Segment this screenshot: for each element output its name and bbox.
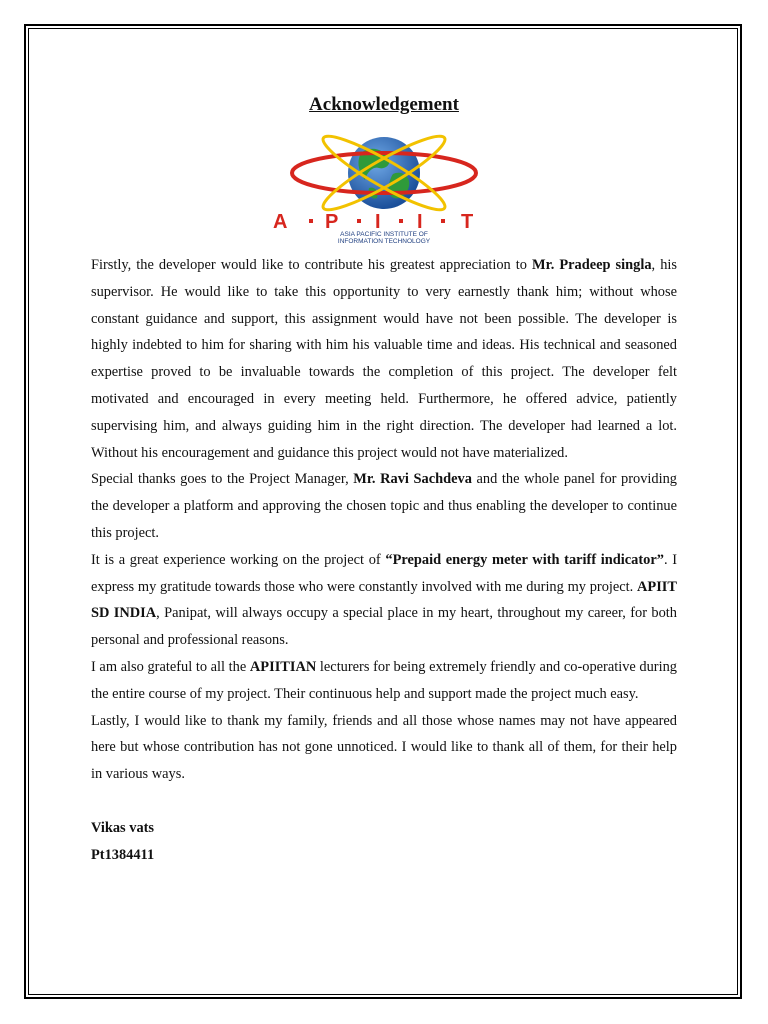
text-run: and the whole panel for providing the developer a platform and approving the chosen topic and thus enabling the developer to continue this project.	[91, 471, 677, 541]
bold-text: Mr. Pradeep singla	[532, 257, 652, 273]
page-title: Acknowledgement	[309, 94, 459, 115]
text-run: , Panipat, will always occupy a special place in my heart, throughout my career, for both personal and professional reasons.	[91, 605, 677, 649]
logo-letter: A	[273, 211, 288, 233]
author-id: Pt1384411	[91, 846, 155, 863]
logo-letters	[273, 211, 473, 233]
bold-text: APIIT SD INDIA	[91, 578, 677, 622]
text-run: lecturers for being extremely friendly and co-operative during the entire course of my project. Their continuous help and support made the project much easy.	[91, 658, 677, 702]
bold-text: “Prepaid energy meter with tariff indicator”	[385, 551, 664, 568]
logo-tagline-line2: INFORMATION TECHNOLOGY	[337, 238, 431, 244]
paragraph	[91, 708, 677, 788]
globe-icon	[292, 128, 476, 219]
logo-letter: I	[417, 211, 423, 233]
author-name: Vikas vats	[91, 819, 155, 836]
logo-letter: I	[375, 211, 381, 233]
text-run: It is a great experience working on the project of	[91, 551, 386, 568]
bold-text: Mr. Ravi Sachdeva	[353, 471, 472, 488]
logo-tagline-line1: ASIA PACIFIC INSTITUTE OF	[340, 231, 428, 238]
document-body	[91, 88, 677, 869]
logo-letter: T	[461, 211, 474, 233]
text-run: Special thanks goes to the Project Manager,	[91, 471, 354, 488]
paragraph	[91, 547, 677, 654]
apiit-logo	[269, 128, 499, 244]
paragraph	[91, 252, 677, 466]
text-run: . I express my gratitude towards those who were constantly involved with me during my project.	[91, 551, 677, 595]
bold-text: APIITIAN	[249, 658, 317, 675]
acknowledgement-text	[91, 252, 677, 788]
text-run: Lastly, I would like to thank my family, friends and all those whose names may not have appeared here but whose contribution has not gone unnoticed. I would like to thank all of them, for their help in various ways.	[91, 712, 677, 783]
paragraph	[91, 654, 677, 708]
signature-block	[91, 815, 677, 869]
text-run: Firstly, the developer would like to contribute his greatest appreciation to	[91, 257, 533, 273]
paragraph	[91, 466, 677, 546]
logo-letter: P	[325, 211, 339, 233]
text-run: , his supervisor. He would like to take this opportunity to very earnestly thank him; without whose constant guidance and support, this assignment would have not been possible. The developer is highly indebted to him for sharing with him his valuable time and ideas. His technical and seasoned expertise proved to be invaluable towards the completion of this project. The developer felt motivated and encouraged in every meeting held. Furthermore, he offered advice, patiently supervising him, and always guiding him in the right direction. The developer had learned a lot. Without his encouragement and guidance this project would not have materialized.	[91, 257, 677, 461]
text-run: I am also grateful to all the	[91, 658, 250, 675]
